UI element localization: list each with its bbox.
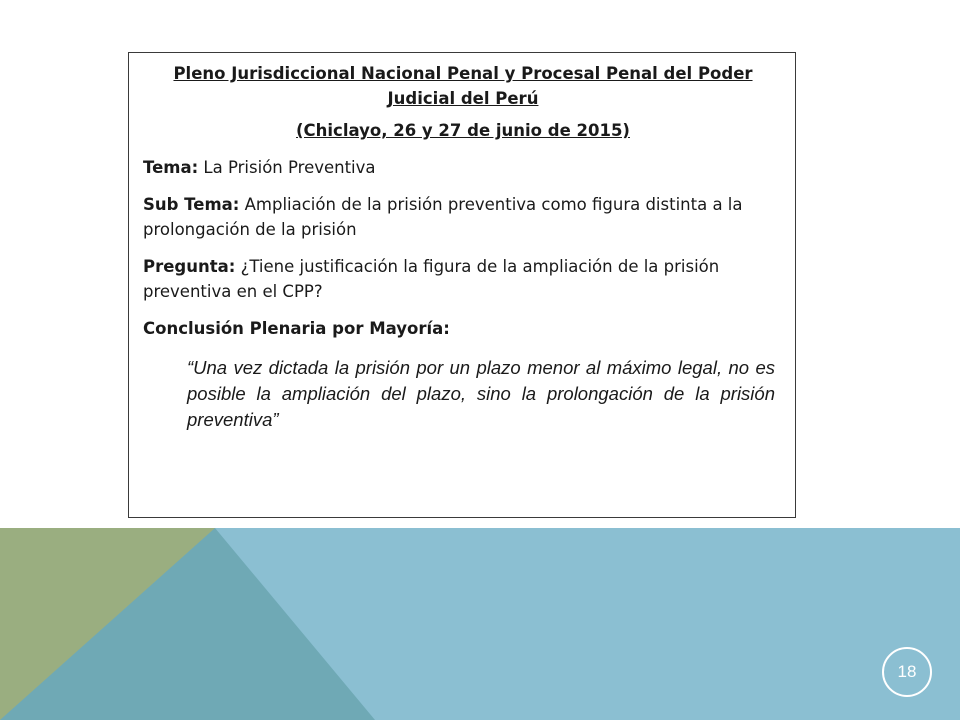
tema-paragraph [143,155,783,180]
slide-date: (Chiclayo, 26 y 27 de junio de 2015) [296,121,630,140]
slide-title: Pleno Jurisdiccional Nacional Penal y Procesal Penal del Poder Judicial del Perú [173,64,753,108]
page-number: 18 [897,662,917,681]
tema-value: La Prisión Preventiva [198,158,376,177]
pregunta-value: ¿Tiene justificación la figura de la ampliación de la prisión preventiva en el CPP? [143,257,720,301]
decorative-background-band [0,528,960,720]
conclusion-heading: Conclusión Plenaria por Mayoría: [143,319,450,338]
subtema-label: Sub Tema: [143,195,240,214]
pregunta-label: Pregunta: [143,257,236,276]
subtema-value: Ampliación de la prisión preventiva como figura distinta a la prolongación de la prisión [143,195,743,239]
pregunta-paragraph [143,254,783,304]
conclusion-quote: “Una vez dictada la prisión por un plazo menor al máximo legal, no es posible la ampliación del plazo, sino la prolongación de la prisión preventiva” [187,357,775,430]
page-number-badge [882,647,932,697]
subtema-paragraph [143,192,783,242]
tema-label: Tema: [143,158,199,177]
slide-content-box [128,52,796,518]
